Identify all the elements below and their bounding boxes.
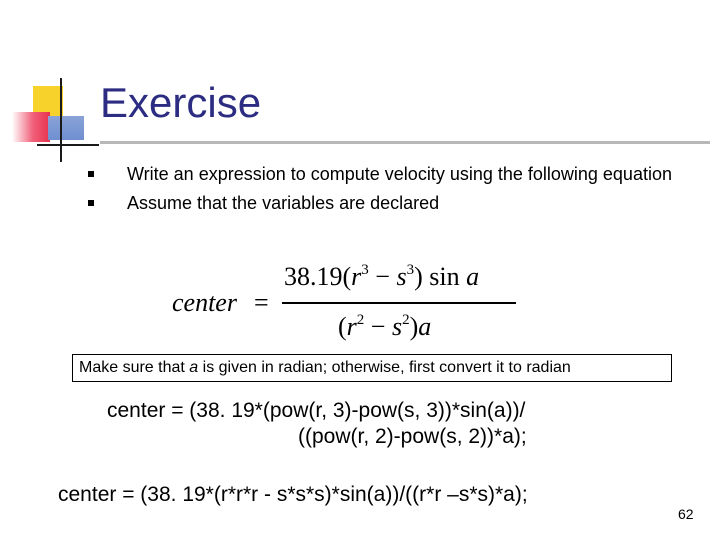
bullet-square-icon [88, 200, 94, 206]
code-line-pow-2: ((pow(r, 2)-pow(s, 2))*a); [298, 425, 527, 448]
numerator-sin: ) sin [414, 262, 467, 291]
bullet-item [86, 164, 686, 185]
denominator-exponent-1: 2 [356, 312, 365, 328]
note-text-before: Make sure that [79, 359, 190, 376]
bullet-list [86, 164, 686, 222]
formula-equals: = [254, 288, 269, 317]
bullet-text: Assume that the variables are declared [127, 193, 440, 213]
denominator-r: r [346, 312, 357, 341]
velocity-formula [170, 262, 530, 346]
bullet-text: Write an expression to compute velocity using the following equation [127, 164, 672, 184]
code-line-multiply: center = (38. 19*(r*r*r - s*s*s)*sin(a))/((r*r –s*s)*a); [58, 483, 528, 506]
denominator-minus: − [364, 312, 392, 341]
title-underline [100, 141, 710, 144]
denominator-close: ) [409, 312, 419, 341]
decor-horizontal-line [37, 144, 99, 146]
bullet-square-icon [88, 171, 94, 177]
denominator-s: s [391, 312, 403, 341]
numerator-a: a [466, 262, 480, 291]
numerator-coefficient: 38.19( [284, 262, 352, 291]
radian-note-box [72, 354, 672, 382]
denominator-exponent-2: 2 [402, 312, 410, 328]
numerator-r: r [351, 262, 362, 291]
numerator-exponent-1: 3 [361, 262, 369, 278]
bullet-item [86, 193, 686, 214]
code-line-pow-1: center = (38. 19*(pow(r, 3)-pow(s, 3))*sin(a))/ [107, 399, 526, 422]
slide-title: Exercise [100, 79, 262, 126]
denominator-a: a [418, 312, 432, 341]
numerator-exponent-2: 3 [406, 262, 415, 278]
decor-red-square [12, 112, 50, 142]
numerator-s: s [396, 262, 407, 291]
numerator-minus: − [368, 262, 397, 291]
page-number: 62 [678, 506, 694, 522]
decor-vertical-line [60, 78, 62, 162]
formula-denominator [338, 312, 431, 342]
decor-blue-square [48, 116, 84, 140]
note-variable: a [189, 359, 199, 376]
denominator-open: ( [338, 312, 347, 341]
note-text-after: is given in radian; otherwise, first convert it to radian [198, 359, 571, 376]
formula-numerator [284, 262, 479, 292]
fraction-bar [282, 302, 516, 304]
formula-lhs: center [172, 288, 237, 317]
